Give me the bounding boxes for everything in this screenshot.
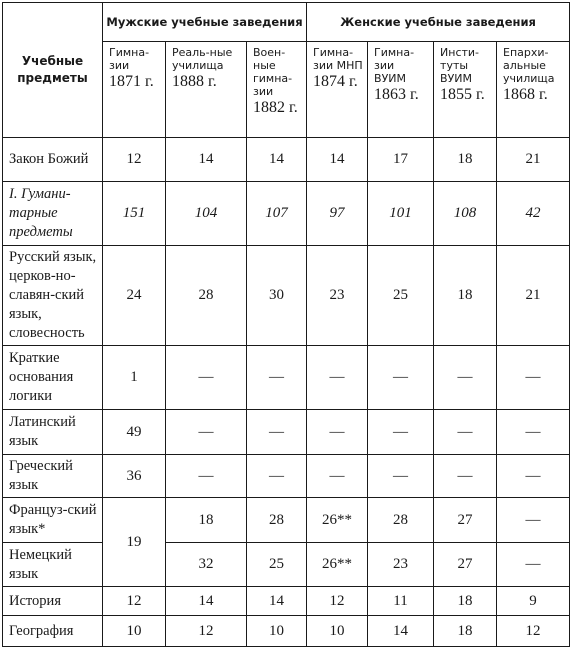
- subject-cell: География: [3, 616, 103, 647]
- column-header-name: Реаль-ные училища: [172, 46, 233, 72]
- value-cell: 28: [368, 498, 434, 543]
- value-cell: 32: [166, 543, 247, 587]
- column-header-year: 1888 г.: [172, 73, 217, 90]
- subject-cell: История: [3, 587, 103, 616]
- value-cell: 12: [307, 587, 368, 616]
- value-cell: —: [166, 455, 247, 498]
- value-cell: —: [166, 410, 247, 455]
- male-institutions-header: Мужские учебные заведения: [103, 3, 307, 42]
- value-cell: —: [247, 346, 307, 410]
- value-cell: 26**: [307, 543, 368, 587]
- column-header: [103, 42, 166, 138]
- table-row: [3, 587, 570, 616]
- value-cell: 12: [103, 138, 166, 182]
- header-row-groups: [3, 3, 570, 42]
- value-cell: 151: [103, 182, 166, 246]
- value-cell: 28: [247, 498, 307, 543]
- value-cell: 27: [434, 543, 497, 587]
- value-cell: 10: [103, 616, 166, 647]
- value-cell: —: [368, 455, 434, 498]
- value-cell: —: [497, 455, 570, 498]
- column-header: [434, 42, 497, 138]
- value-cell: —: [497, 410, 570, 455]
- value-cell: 14: [166, 138, 247, 182]
- value-cell: 24: [103, 246, 166, 346]
- column-header-year: 1868 г.: [503, 86, 548, 103]
- subjects-column-header: Учебные предметы: [3, 3, 103, 138]
- subject-cell: Закон Божий: [3, 138, 103, 182]
- value-cell: 23: [307, 246, 368, 346]
- column-header-year: 1863 г.: [374, 86, 419, 103]
- table-row: [3, 182, 570, 246]
- subject-cell: I. Гумани-тарные предметы: [3, 182, 103, 246]
- value-cell: 12: [103, 587, 166, 616]
- column-header: [368, 42, 434, 138]
- value-cell: 36: [103, 455, 166, 498]
- value-cell: 25: [368, 246, 434, 346]
- column-header-year: 1874 г.: [313, 73, 358, 90]
- value-cell: —: [247, 410, 307, 455]
- value-cell: —: [434, 346, 497, 410]
- value-cell: 28: [166, 246, 247, 346]
- value-cell: 26**: [307, 498, 368, 543]
- value-cell: 18: [434, 246, 497, 346]
- value-cell: 23: [368, 543, 434, 587]
- table-row: [3, 543, 570, 587]
- value-cell: 14: [368, 616, 434, 647]
- value-cell: 107: [247, 182, 307, 246]
- table-row: [3, 410, 570, 455]
- value-cell: —: [497, 498, 570, 543]
- value-cell: 12: [497, 616, 570, 647]
- value-cell: 9: [497, 587, 570, 616]
- table-row: [3, 246, 570, 346]
- subject-cell: Русский язык, церков-но-славян-ский язык, словесность: [3, 246, 103, 346]
- subject-cell: Немецкий язык: [3, 543, 103, 587]
- column-header: [497, 42, 570, 138]
- value-cell: 18: [434, 138, 497, 182]
- table-row: [3, 346, 570, 410]
- column-header-name: Гимна-зии: [109, 46, 150, 72]
- value-cell: 104: [166, 182, 247, 246]
- value-cell: —: [497, 346, 570, 410]
- column-header-name: Гимна-зии ВУИМ: [374, 46, 415, 85]
- column-header-name: Епархи-альные училища: [503, 46, 555, 85]
- value-cell: —: [307, 410, 368, 455]
- female-institutions-header: Женские учебные заведения: [307, 3, 570, 42]
- value-cell: 14: [166, 587, 247, 616]
- value-cell: 18: [166, 498, 247, 543]
- value-cell: 10: [247, 616, 307, 647]
- column-header-name: Воен-ные гимна-зии: [253, 46, 293, 98]
- column-header: [247, 42, 307, 138]
- column-header: [307, 42, 368, 138]
- column-header-name: Инсти-туты ВУИМ: [440, 46, 480, 85]
- value-cell: 14: [307, 138, 368, 182]
- table-row: [3, 138, 570, 182]
- column-header-year: 1882 г.: [253, 99, 298, 116]
- value-cell: —: [434, 410, 497, 455]
- value-cell: —: [368, 410, 434, 455]
- value-cell: 101: [368, 182, 434, 246]
- value-cell: 1: [103, 346, 166, 410]
- table-row: [3, 616, 570, 647]
- subject-cell: Греческий язык: [3, 455, 103, 498]
- value-cell: 12: [166, 616, 247, 647]
- value-cell: 10: [307, 616, 368, 647]
- column-header: [166, 42, 247, 138]
- column-header-year: 1855 г.: [440, 86, 485, 103]
- column-header-name: Гимна-зии МНП: [313, 46, 363, 72]
- value-cell: —: [497, 543, 570, 587]
- value-cell: 108: [434, 182, 497, 246]
- value-cell: 21: [497, 246, 570, 346]
- value-cell: 42: [497, 182, 570, 246]
- value-cell: —: [247, 455, 307, 498]
- table-row: [3, 455, 570, 498]
- value-cell: 97: [307, 182, 368, 246]
- subject-cell: Латинский язык: [3, 410, 103, 455]
- subject-cell: Француз-ский язык*: [3, 498, 103, 543]
- value-cell: 11: [368, 587, 434, 616]
- value-cell: —: [166, 346, 247, 410]
- value-cell: 18: [434, 587, 497, 616]
- subject-cell: Краткие основания логики: [3, 346, 103, 410]
- value-cell: 18: [434, 616, 497, 647]
- value-cell: 27: [434, 498, 497, 543]
- curriculum-hours-table: [2, 2, 570, 647]
- value-cell: 30: [247, 246, 307, 346]
- column-header-year: 1871 г.: [109, 73, 154, 90]
- value-cell-merged: 19: [103, 498, 166, 587]
- value-cell: 14: [247, 138, 307, 182]
- value-cell: —: [434, 455, 497, 498]
- value-cell: —: [368, 346, 434, 410]
- value-cell: 17: [368, 138, 434, 182]
- value-cell: 25: [247, 543, 307, 587]
- value-cell: —: [307, 346, 368, 410]
- value-cell: 49: [103, 410, 166, 455]
- value-cell: 14: [247, 587, 307, 616]
- table-row: [3, 498, 570, 543]
- value-cell: 21: [497, 138, 570, 182]
- value-cell: —: [307, 455, 368, 498]
